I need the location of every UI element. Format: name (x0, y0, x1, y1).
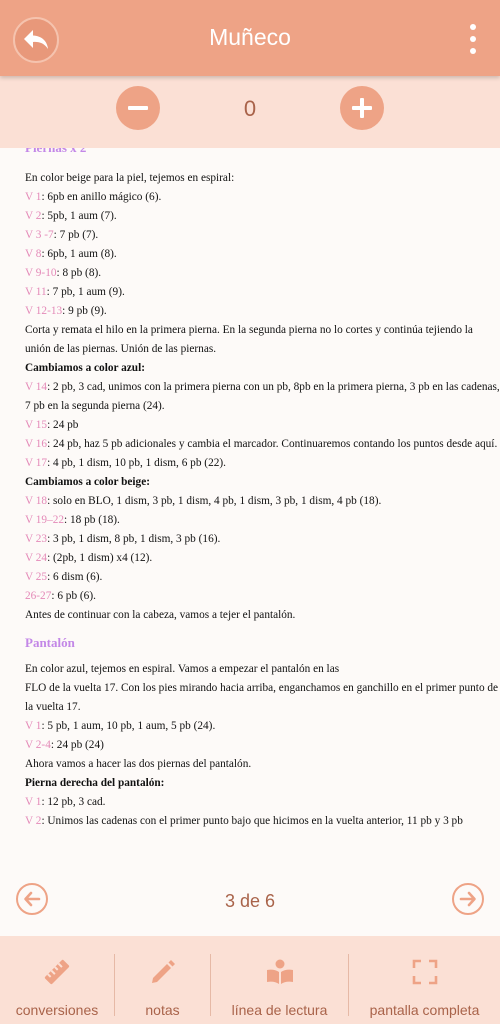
round-instruction (25, 378, 500, 416)
round-label: 26-27 (25, 590, 52, 602)
round-text: : 7 pb (7). (53, 229, 99, 241)
round-instruction (25, 587, 500, 606)
round-text: : 9 pb (9). (62, 305, 107, 317)
round-label: V 9-10 (25, 267, 57, 279)
bottom-toolbar (0, 936, 500, 1024)
round-instruction (25, 717, 500, 736)
round-text: : 5 pb, 1 aum, 10 pb, 1 aum, 5 pb (24). (41, 720, 216, 732)
round-instruction (25, 492, 500, 511)
reading-line-label: línea de lectura (231, 1002, 328, 1018)
ruler-icon (43, 958, 71, 986)
section-heading: Pantalón (25, 635, 75, 650)
overflow-menu-button[interactable] (466, 24, 480, 54)
round-text: : 7 pb, 1 aum (9). (46, 286, 125, 298)
next-page-button[interactable] (452, 883, 484, 915)
round-instruction (25, 511, 500, 530)
pager (0, 866, 500, 936)
more-vertical-icon (470, 24, 476, 30)
round-instruction (25, 454, 500, 473)
paragraph: FLO de la vuelta 17. Con los pies mirando hacia arriba, enganchamos en ganchillo en el primer punto de la vuelta 17. (25, 682, 499, 713)
page-title: Muñeco (209, 24, 291, 50)
round-text: : 6pb, 1 aum (8). (41, 248, 117, 260)
round-instruction (25, 530, 500, 549)
open-book-icon (265, 958, 295, 986)
round-text: : 24 pb (47, 419, 79, 431)
round-instruction (25, 416, 500, 435)
decrement-button[interactable] (116, 86, 160, 130)
round-label: V 23 (25, 533, 48, 545)
notes-tab[interactable] (115, 936, 210, 1024)
previous-page-button[interactable] (16, 883, 48, 915)
reading-line-tab[interactable] (211, 936, 348, 1024)
round-instruction (25, 812, 500, 831)
round-text: : 8 pb (8). (56, 267, 102, 279)
round-instruction (25, 736, 500, 755)
round-label: V 2-4 (25, 739, 51, 751)
arrow-right-icon (459, 890, 477, 908)
subheading: Cambiamos a color azul: (25, 362, 145, 374)
round-text: : (2pb, 1 dism) x4 (12). (47, 552, 153, 564)
round-text: : 18 pb (18). (64, 514, 120, 526)
round-label: V 17 (25, 457, 48, 469)
page-indicator: 3 de 6 (224, 891, 276, 911)
round-label: V 2 (25, 815, 42, 827)
round-instruction (25, 264, 500, 283)
paragraph: Ahora vamos a hacer las dos piernas del pantalón. (25, 758, 252, 770)
round-label: V 1 (25, 796, 42, 808)
round-instruction (25, 188, 500, 207)
round-text: : 24 pb, haz 5 pb adicionales y cambia el marcador. Continuaremos contando los puntos desde aquí. (47, 438, 498, 450)
round-label: V 1 (25, 720, 42, 732)
round-label: V 14 (25, 381, 48, 393)
pattern-text (25, 138, 500, 831)
fullscreen-tab[interactable] (349, 936, 500, 1024)
round-instruction (25, 549, 500, 568)
paragraph: Antes de continuar con la cabeza, vamos a tejer el pantalón. (25, 609, 296, 621)
round-label: V 25 (25, 571, 48, 583)
row-counter (0, 76, 500, 148)
pencil-icon (149, 958, 177, 986)
round-text: : Unimos las cadenas con el primer punto bajo que hicimos en la vuelta anterior, 11 pb y 3 pb (41, 815, 463, 827)
round-text: : 5pb, 1 aum (7). (41, 210, 117, 222)
round-instruction (25, 435, 500, 454)
arrow-left-icon (23, 890, 41, 908)
notes-label: notas (145, 1002, 180, 1018)
round-instruction (25, 226, 500, 245)
conversions-tab[interactable] (0, 936, 114, 1024)
round-instruction (25, 207, 500, 226)
round-label: V 8 (25, 248, 42, 260)
round-label: V 19–22 (25, 514, 65, 526)
fullscreen-icon (412, 958, 438, 986)
app-header (0, 0, 500, 76)
round-label: V 18 (25, 495, 48, 507)
round-label: V 1 (25, 191, 42, 203)
round-text: : 24 pb (24) (50, 739, 104, 751)
minus-icon (126, 96, 150, 120)
subheading: Cambiamos a color beige: (25, 476, 150, 488)
round-instruction (25, 302, 500, 321)
round-instruction (25, 283, 500, 302)
round-label: V 16 (25, 438, 48, 450)
round-label: V 12-13 (25, 305, 63, 317)
round-text: : 12 pb, 3 cad. (41, 796, 106, 808)
round-text: : 6 dism (6). (47, 571, 103, 583)
round-instruction (25, 793, 500, 812)
paragraph: Corta y remata el hilo en la primera pierna. En la segunda pierna no lo cortes y continúa tejiendo la unión de las piernas. Unión de las piernas. (25, 324, 473, 355)
plus-icon (350, 96, 374, 120)
counter-value: 0 (243, 96, 257, 121)
round-label: V 24 (25, 552, 48, 564)
round-label: V 11 (25, 286, 47, 298)
round-text: : 2 pb, 3 cad, unimos con la primera pierna con un pb, 8pb en la primera pierna, 3 pb en las cadenas, 7 pb en la segunda pierna (24). (25, 381, 500, 412)
conversions-label: conversiones (15, 1002, 99, 1018)
fullscreen-label: pantalla completa (369, 1002, 480, 1018)
pattern-content[interactable] (0, 148, 500, 866)
paragraph: En color beige para la piel, tejemos en espiral: (25, 172, 235, 184)
round-text: : 4 pb, 1 dism, 10 pb, 1 dism, 6 pb (22). (47, 457, 226, 469)
round-text: : 6pb en anillo mágico (6). (41, 191, 162, 203)
paragraph: En color azul, tejemos en espiral. Vamos a empezar el pantalón en las (25, 663, 340, 675)
round-text: : 3 pb, 1 dism, 8 pb, 1 dism, 3 pb (16). (47, 533, 221, 545)
round-label: V 3 -7 (25, 229, 54, 241)
round-label: V 15 (25, 419, 48, 431)
round-text: : solo en BLO, 1 dism, 3 pb, 1 dism, 4 pb, 1 dism, 3 pb, 1 dism, 4 pb (18). (47, 495, 382, 507)
increment-button[interactable] (340, 86, 384, 130)
subheading: Pierna derecha del pantalón: (25, 777, 165, 789)
round-label: V 2 (25, 210, 42, 222)
round-text: : 6 pb (6). (51, 590, 96, 602)
round-instruction (25, 245, 500, 264)
round-instruction (25, 568, 500, 587)
